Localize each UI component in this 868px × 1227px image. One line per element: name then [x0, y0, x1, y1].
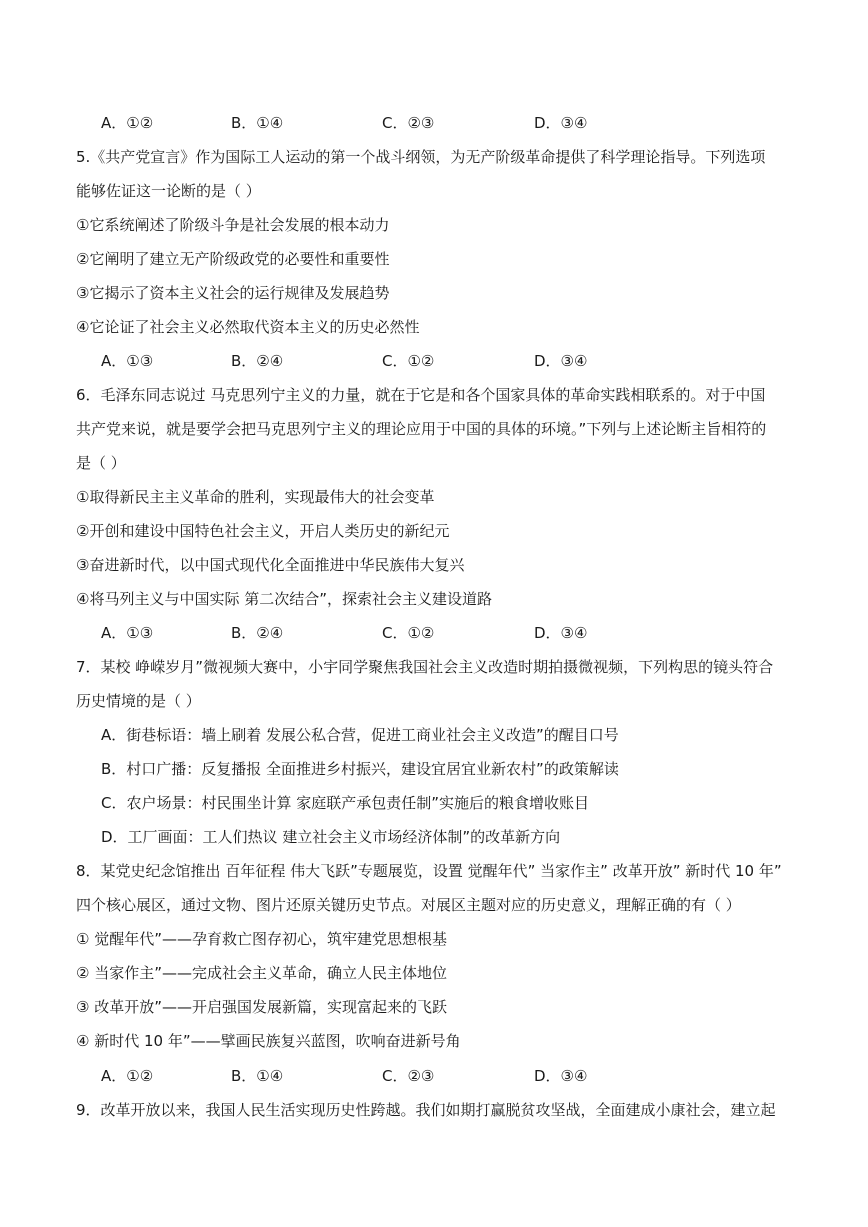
- q8-option-a: A．①②: [101, 1067, 154, 1085]
- q6-option-d: D．③④: [534, 624, 588, 642]
- q6-option-a: A．①③: [101, 624, 154, 642]
- q6-statement-1: ①取得新民主主义革命的胜利，实现最伟大的社会变革: [76, 488, 435, 506]
- q8-options: [76, 1066, 796, 1086]
- q7-option-a: A．街巷标语：墙上刷着 发展公私合营，促进工商业社会主义改造”的醒目口号: [101, 726, 619, 744]
- q5-statement-3: ③它揭示了资本主义社会的运行规律及发展趋势: [76, 284, 390, 302]
- q6-option-b: B．②④: [231, 624, 284, 642]
- q9-stem-line-1: 9．改革开放以来，我国人民生活实现历史性跨越。我们如期打赢脱贫攻坚战，全面建成小康社会，建立起: [76, 1101, 776, 1119]
- q4-option-d: D．③④: [534, 114, 588, 132]
- q5-statement-1: ①它系统阐述了阶级斗争是社会发展的根本动力: [76, 216, 390, 234]
- q4-option-c: C．②③: [382, 114, 435, 132]
- q7-stem-line-1: 7．某校 峥嵘岁月”微视频大赛中，小宇同学聚焦我国社会主义改造时期拍摄微视频，下列构思的镜头符合: [76, 658, 774, 676]
- q7-option-c: C．农户场景：村民围坐计算 家庭联产承包责任制”实施后的粮食增收账目: [101, 794, 590, 812]
- q6-stem-line-1: 6．毛泽东同志说过 马克思列宁主义的力量，就在于它是和各个国家具体的革命实践相联系的。对于中国: [76, 386, 766, 404]
- q8-statement-2: ② 当家作主”——完成社会主义革命，确立人民主体地位: [76, 964, 447, 982]
- q5-statement-2: ②它阐明了建立无产阶级政党的必要性和重要性: [76, 250, 390, 268]
- q8-option-d: D．③④: [534, 1067, 588, 1085]
- q8-option-b: B．①④: [231, 1067, 284, 1085]
- q4-options: [76, 113, 796, 133]
- q6-statement-4: ④将马列主义与中国实际 第二次结合”，探索社会主义建设道路: [76, 590, 492, 608]
- q6-option-c: C．①②: [382, 624, 435, 642]
- q5-option-d: D．③④: [534, 352, 588, 370]
- q8-statement-3: ③ 改革开放”——开启强国发展新篇，实现富起来的飞跃: [76, 998, 447, 1016]
- q8-statement-4: ④ 新时代 10 年”——擘画民族复兴蓝图，吹响奋进新号角: [76, 1032, 461, 1050]
- q8-stem-line-1: 8．某党史纪念馆推出 百年征程 伟大飞跃”专题展览，设置 觉醒年代” 当家作主” 改革开放” 新时代 10 年”: [76, 862, 782, 880]
- q7-option-d: D．工厂画面：工人们热议 建立社会主义市场经济体制”的改革新方向: [101, 828, 561, 846]
- q6-stem-line-3: 是（ ）: [76, 454, 126, 472]
- q4-option-a: A．①②: [101, 114, 154, 132]
- q6-statement-2: ②开创和建设中国特色社会主义，开启人类历史的新纪元: [76, 522, 450, 540]
- q4-option-b: B．①④: [231, 114, 284, 132]
- q5-option-b: B．②④: [231, 352, 284, 370]
- q7-option-b: B．村口广播：反复播报 全面推进乡村振兴，建设宜居宜业新农村”的政策解读: [101, 760, 619, 778]
- q5-stem-line-1: 5.《共产党宣言》作为国际工人运动的第一个战斗纲领，为无产阶级革命提供了科学理论指导。下列选项: [76, 148, 766, 166]
- q8-option-c: C．②③: [382, 1067, 435, 1085]
- q5-statement-4: ④它论证了社会主义必然取代资本主义的历史必然性: [76, 318, 420, 336]
- q5-option-a: A．①③: [101, 352, 154, 370]
- q5-stem-line-2: 能够佐证这一论断的是（ ）: [76, 182, 261, 200]
- q6-stem-line-2: 共产党来说，就是要学会把马克思列宁主义的理论应用于中国的具体的环境。”下列与上述论断主旨相符的: [76, 420, 767, 438]
- q8-statement-1: ① 觉醒年代”——孕育救亡图存初心，筑牢建党思想根基: [76, 930, 447, 948]
- q7-stem-line-2: 历史情境的是（ ）: [76, 692, 201, 710]
- q6-options: [76, 623, 796, 643]
- q5-options: [76, 351, 796, 371]
- q5-option-c: C．①②: [382, 352, 435, 370]
- q8-stem-line-2: 四个核心展区，通过文物、图片还原关键历史节点。对展区主题对应的历史意义，理解正确的有（ ）: [76, 896, 741, 914]
- q6-statement-3: ③奋进新时代，以中国式现代化全面推进中华民族伟大复兴: [76, 556, 465, 574]
